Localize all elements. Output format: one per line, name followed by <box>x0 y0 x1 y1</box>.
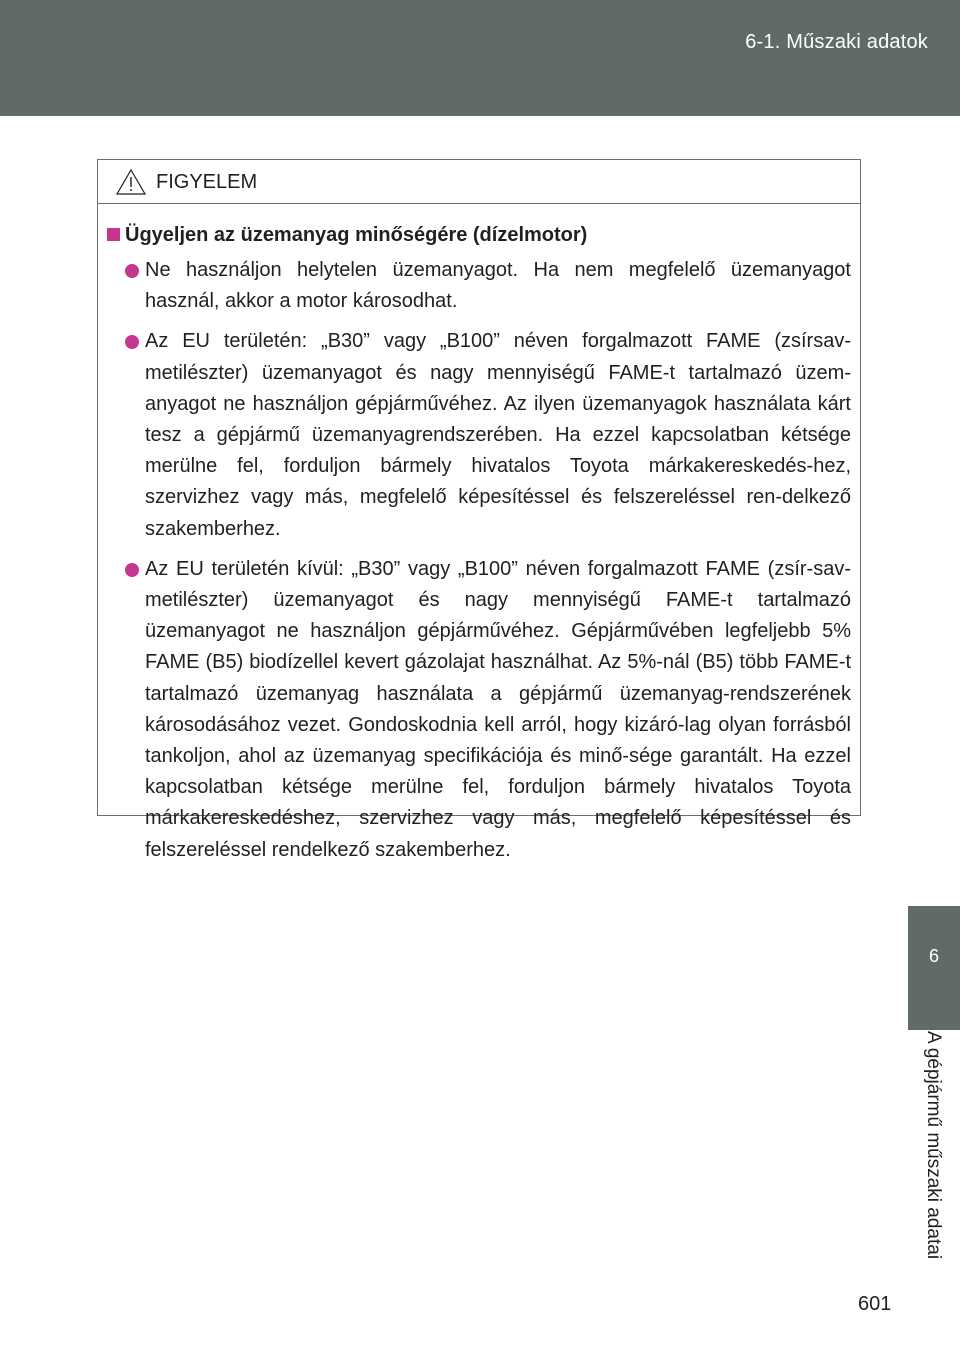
topic-heading-text: Ügyeljen az üzemanyag minőségére (dízelmotor) <box>125 224 588 246</box>
square-bullet-icon <box>107 228 120 241</box>
chapter-label: A gépjármű műszaki adatai <box>923 1030 944 1260</box>
warning-header <box>98 160 860 204</box>
warning-topic <box>98 222 860 866</box>
section-title: 6-1. Műszaki adatok <box>745 31 928 53</box>
header-band <box>0 0 960 116</box>
round-bullet-icon <box>125 335 139 349</box>
page-number: 601 <box>858 1293 892 1315</box>
list-item <box>98 326 860 544</box>
list-item <box>98 255 860 317</box>
warning-box <box>97 159 861 861</box>
warning-triangle-icon <box>116 169 146 195</box>
list-item-text: Ne használjon helytelen üzemanyagot. Ha nem megfelelő üzemanyagot használ, akkor a motor károsodhat. <box>145 259 851 313</box>
chapter-tab <box>908 906 960 1030</box>
chapter-number: 6 <box>928 946 939 966</box>
warning-title: FIGYELEM <box>156 171 258 193</box>
list-item <box>98 554 860 866</box>
list-item-text: Az EU területén kívül: „B30” vagy „B100” néven forgalmazott FAME (zsír-sav-metilészter) üzemanyagot és nagy mennyiségű FAME-t tartalmazó üzemanyagot ne használjon gépjárművéhez. Gépjárművében legfeljebb 5% FAME (B5) biodízellel kevert gázolajat használhat. Az 5%-nál (B5) több FAME-t tartalmazó üzemanyag használata a gépjármű üzemanyag-rendszerének károsodásához vezet. Gondoskodnia kell arról, hogy kizáró-lag olyan forrásból tankoljon, ahol az üzemanyag specifikációja és minő-sége garantált. Ha ezzel kapcsolatban kétsége merülne fel, forduljon bármely hivatalos Toyota márkakereskedéshez, szervizhez vagy más, megfelelő képesítéssel és felszereléssel rendelkező szakemberhez. <box>145 557 851 861</box>
round-bullet-icon <box>125 563 139 577</box>
topic-heading <box>98 222 860 248</box>
round-bullet-icon <box>125 264 139 278</box>
list-item-text: Az EU területén: „B30” vagy „B100” néven forgalmazott FAME (zsírsav-metilészter) üzemanyagot és nagy mennyiségű FAME-t tartalmazó üzem-anyagot ne használjon gépjárművéhez. Az ilyen üzemanyagok használata kárt tesz a gépjármű üzemanyagrendszerében. Ha ezzel kapcsolatban kétsége merülne fel, forduljon bármely hivatalos Toyota márkakereskedés-hez, szervizhez vagy más, megfelelő képesítéssel és felszereléssel ren-delkező szakemberhez. <box>145 330 851 540</box>
